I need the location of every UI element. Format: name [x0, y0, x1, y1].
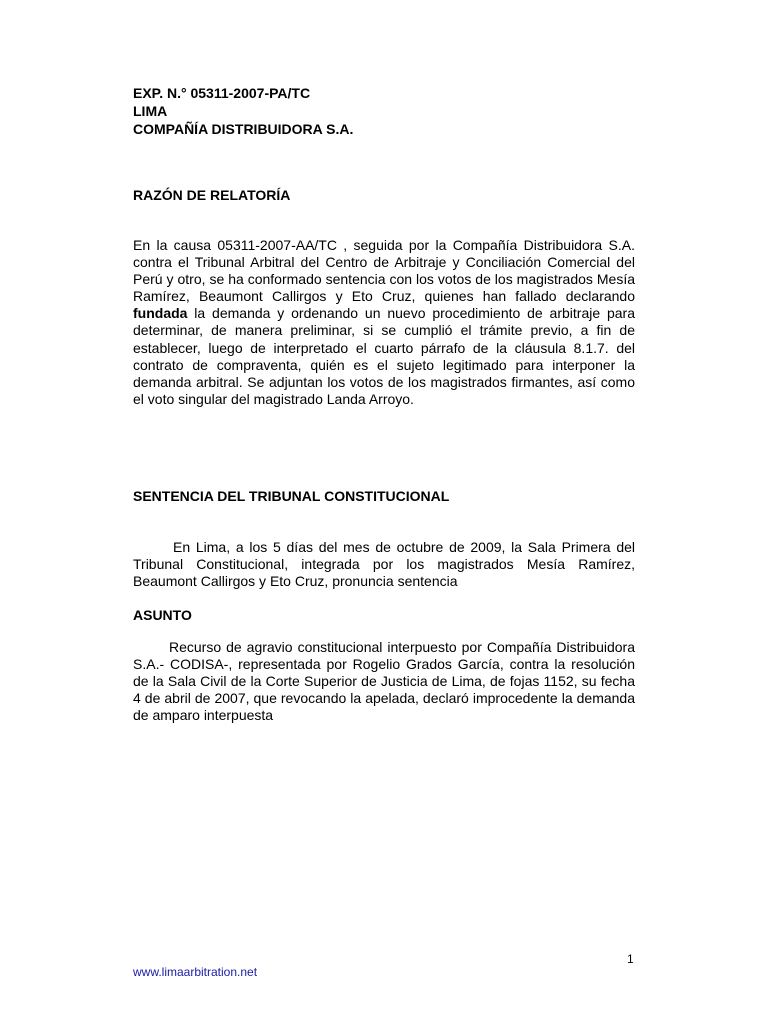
case-header [133, 84, 633, 138]
sentencia-heading: SENTENCIA DEL TRIBUNAL CONSTITUCIONAL [133, 488, 450, 504]
sentencia-intro-paragraph [133, 539, 635, 590]
razon-text-bold: fundada [133, 305, 188, 322]
case-party: COMPAÑÍA DISTRIBUIDORA S.A. [133, 121, 354, 137]
footer-website-link[interactable]: www.limaarbitration.net [133, 965, 258, 979]
razon-paragraph [133, 237, 635, 408]
asunto-paragraph [133, 639, 635, 724]
razon-text-start: En la causa 05311-2007-AA/TC , seguida por la Compañía Distribuidora S.A. contra el Tribunal Arbitral del Centro de Arbitraje y Conciliación Comercial del Perú y otro, se ha conformado sentencia con los votos de los magistrados Mesía Ramírez, Beaumont Callirgos y Eto Cruz, quienes han fallado declarando [133, 237, 635, 305]
sentencia-intro-text: En Lima, a los 5 días del mes de octubre de 2009, la Sala Primera del Tribunal Constitucional, integrada por los magistrados Mesía Ramírez, Beaumont Callirgos y Eto Cruz, pronuncia sentencia [133, 539, 635, 590]
razon-heading: RAZÓN DE RELATORÍA [133, 187, 291, 203]
case-city: LIMA [133, 103, 168, 119]
asunto-heading: ASUNTO [133, 607, 192, 623]
razon-text-end: la demanda y ordenando un nuevo procedimiento de arbitraje para determinar, de manera preliminar, si se cumplió el trámite previo, a fin de establecer, luego de interpretado el cuarto párrafo de la cláusula 8.1.7. del contrato de compraventa, quién es el sujeto legitimado para interponer la demanda arbitral. Se adjuntan los votos de los magistrados firmantes, así como el voto singular del magistrado Landa Arroyo. [133, 305, 635, 407]
page-number: 1 [627, 952, 634, 966]
case-number: EXP. N.° 05311-2007-PA/TC [133, 85, 311, 101]
asunto-text: Recurso de agravio constitucional interpuesto por Compañía Distribuidora S.A.- CODISA-, representada por Rogelio Grados García, contra la resolución de la Sala Civil de la Corte Superior de Justicia de Lima, de fojas 1152, su fecha 4 de abril de 2007, que revocando la apelada, declaró improcedente la demanda de amparo interpuesta [133, 639, 635, 724]
